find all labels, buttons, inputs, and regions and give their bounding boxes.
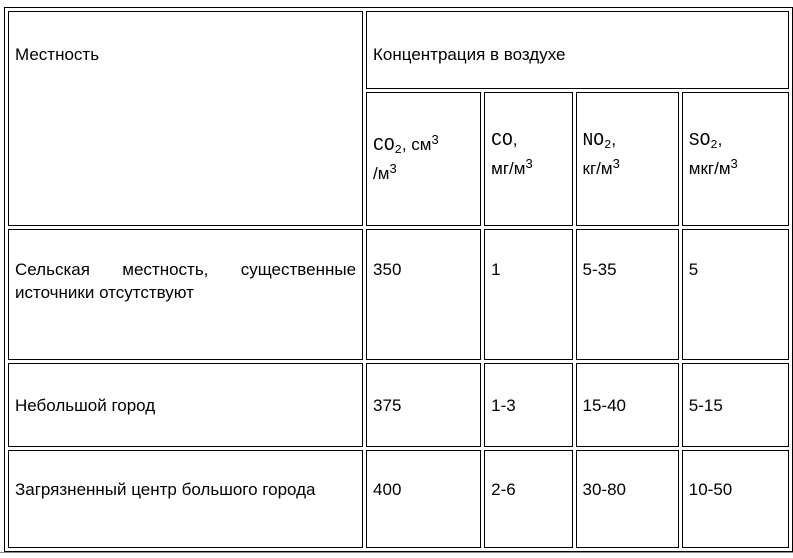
header-co [484, 92, 572, 226]
row-co-cell: 1 [484, 229, 572, 360]
header-co-formula: CO [491, 131, 513, 151]
row-so2-cell: 10-50 [682, 450, 789, 548]
row-co-cell: 2-6 [484, 450, 572, 548]
header-co2-unit-sup: 3 [389, 161, 397, 176]
table-row [8, 363, 789, 447]
table-header-row [8, 11, 789, 89]
header-co-label [491, 128, 565, 153]
table-row [8, 450, 789, 548]
row-no2-cell: 15-40 [576, 363, 679, 447]
header-so2-unit-prefix: мкг/м [688, 159, 731, 178]
header-co2 [366, 92, 481, 226]
row-co-cell: 1-3 [484, 363, 572, 447]
row-place-cell: Загрязненный центр большого города [8, 450, 363, 548]
header-place: Местность [8, 11, 363, 226]
header-so2-unit-sup: 3 [730, 156, 738, 171]
header-co2-sup: 3 [431, 132, 439, 147]
header-so2-sep: , [717, 130, 723, 149]
header-co2-unit [373, 162, 474, 185]
header-co-unit-prefix: мг/м [491, 159, 526, 178]
header-co2-sep: , см [401, 135, 432, 154]
row-place-cell: Сельская местность, существенные источники отсутствуют [8, 229, 363, 360]
header-co-unit-sup: 3 [525, 156, 533, 171]
header-so2-formula: SO [688, 131, 711, 151]
header-so2-label [689, 128, 782, 153]
header-no2-sep: , [611, 130, 617, 149]
header-co2-formula: CO [373, 136, 395, 156]
table-row [8, 229, 789, 360]
header-so2 [682, 92, 789, 226]
row-place-cell: Небольшой город [8, 363, 363, 447]
row-co2-cell: 375 [366, 363, 481, 447]
header-no2-unit [583, 157, 672, 180]
row-so2-cell: 5 [682, 229, 789, 360]
row-so2-cell: 5-15 [682, 363, 789, 447]
header-so2-unit [689, 157, 782, 180]
header-concentration: Концентрация в воздухе [366, 11, 789, 89]
row-no2-cell: 5-35 [576, 229, 679, 360]
header-co2-sub: 2 [394, 143, 402, 157]
header-co-unit [491, 157, 565, 180]
row-co2-cell: 350 [366, 229, 481, 360]
header-no2-unit-prefix: кг/м [582, 159, 613, 178]
header-no2-unit-sup: 3 [612, 156, 620, 171]
header-co2-unit-prefix: /м [373, 164, 390, 183]
header-no2-formula: NO [582, 131, 605, 151]
bottom-divider [0, 552, 793, 553]
row-no2-cell: 30-80 [576, 450, 679, 548]
header-co-sep: , [512, 130, 518, 149]
row-co2-cell: 400 [366, 450, 481, 548]
concentration-table [4, 7, 793, 552]
header-so2-sub: 2 [710, 138, 718, 152]
header-no2-sub: 2 [604, 138, 612, 152]
header-no2 [576, 92, 679, 226]
header-no2-label [583, 128, 672, 153]
header-co2-label [373, 133, 474, 158]
